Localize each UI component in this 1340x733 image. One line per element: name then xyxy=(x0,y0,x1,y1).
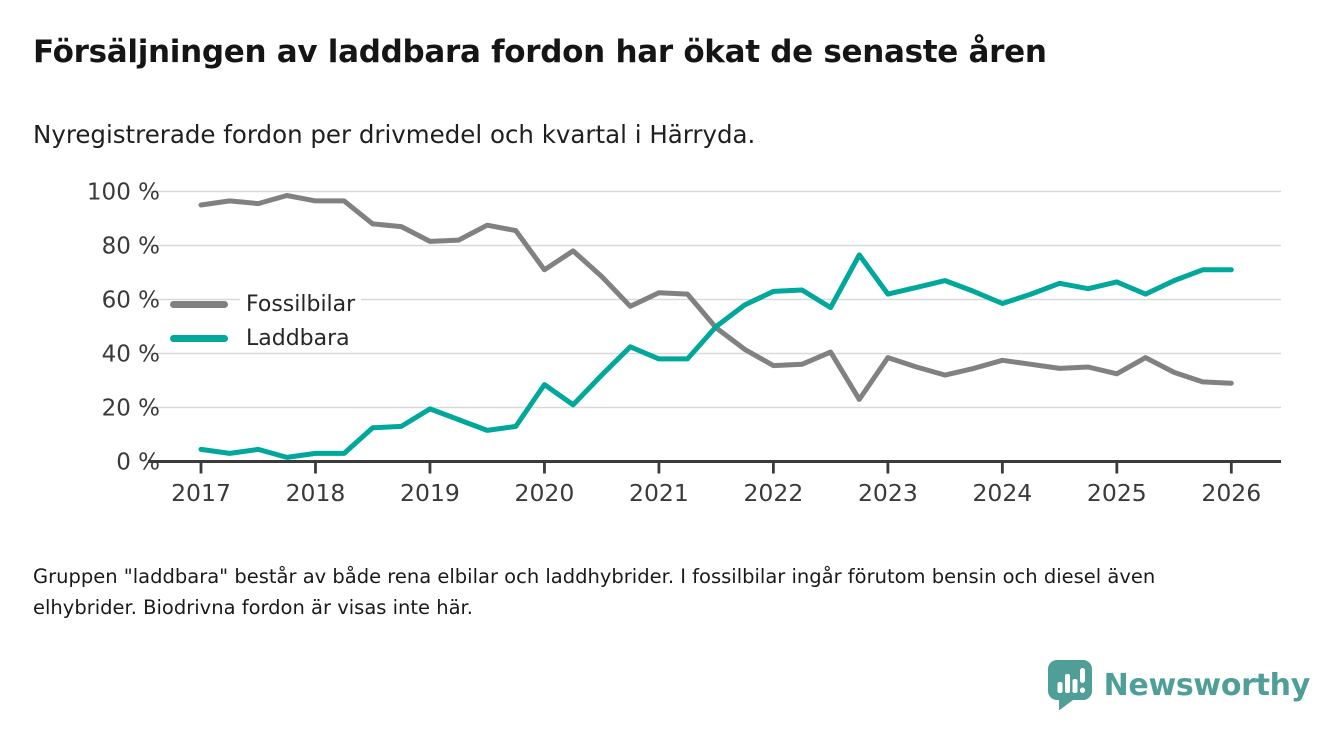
x-axis-tick-label: 2018 xyxy=(285,479,346,507)
newsworthy-bubble-chart-icon xyxy=(1047,659,1093,712)
x-axis-tick-label: 2017 xyxy=(171,479,231,507)
y-axis-tick-label: 60 % xyxy=(101,287,160,314)
chart-subtitle: Nyregistrerade fordon per drivmedel och kvartal i Härryda. xyxy=(33,120,756,149)
y-axis-tick-label: 100 % xyxy=(86,179,160,206)
chart-title: Försäljningen av laddbara fordon har ökat de senaste åren xyxy=(33,34,1047,70)
x-axis-tick-label: 2019 xyxy=(400,479,460,507)
x-axis-tick-label: 2023 xyxy=(857,479,918,507)
newsworthy-wordmark: Newsworthy xyxy=(1103,668,1310,703)
legend-item-laddbara xyxy=(170,325,361,352)
newsworthy-logo xyxy=(1047,659,1310,712)
y-axis-tick-label: 20 % xyxy=(101,395,160,422)
x-axis-tick-label: 2020 xyxy=(514,479,575,507)
x-axis-tick-label: 2025 xyxy=(1086,479,1147,507)
y-axis-tick-label: 40 % xyxy=(101,341,160,368)
x-axis-tick-label: 2021 xyxy=(629,479,689,507)
legend-label-fossilbilar: Fossilbilar xyxy=(240,291,361,318)
x-axis-tick-label: 2022 xyxy=(743,479,804,507)
legend-item-fossilbilar xyxy=(170,291,361,318)
x-axis-tick-label: 2024 xyxy=(972,479,1033,507)
footnote-line-1: Gruppen "laddbara" består av både rena elbilar och laddhybrider. I fossilbilar ingår förutom bensin och diesel även xyxy=(33,565,1156,588)
y-axis-tick-label: 80 % xyxy=(101,233,160,260)
chart-legend xyxy=(170,291,361,359)
chart-footnote xyxy=(33,561,1155,623)
legend-label-laddbara: Laddbara xyxy=(240,325,356,352)
y-axis-tick-label: 0 % xyxy=(116,449,160,476)
x-axis-tick-label: 2026 xyxy=(1201,479,1262,507)
footnote-line-2: elhybrider. Biodrivna fordon är visas inte här. xyxy=(33,596,473,619)
legend-swatch-laddbara xyxy=(170,335,228,342)
legend-swatch-fossilbilar xyxy=(170,301,228,308)
